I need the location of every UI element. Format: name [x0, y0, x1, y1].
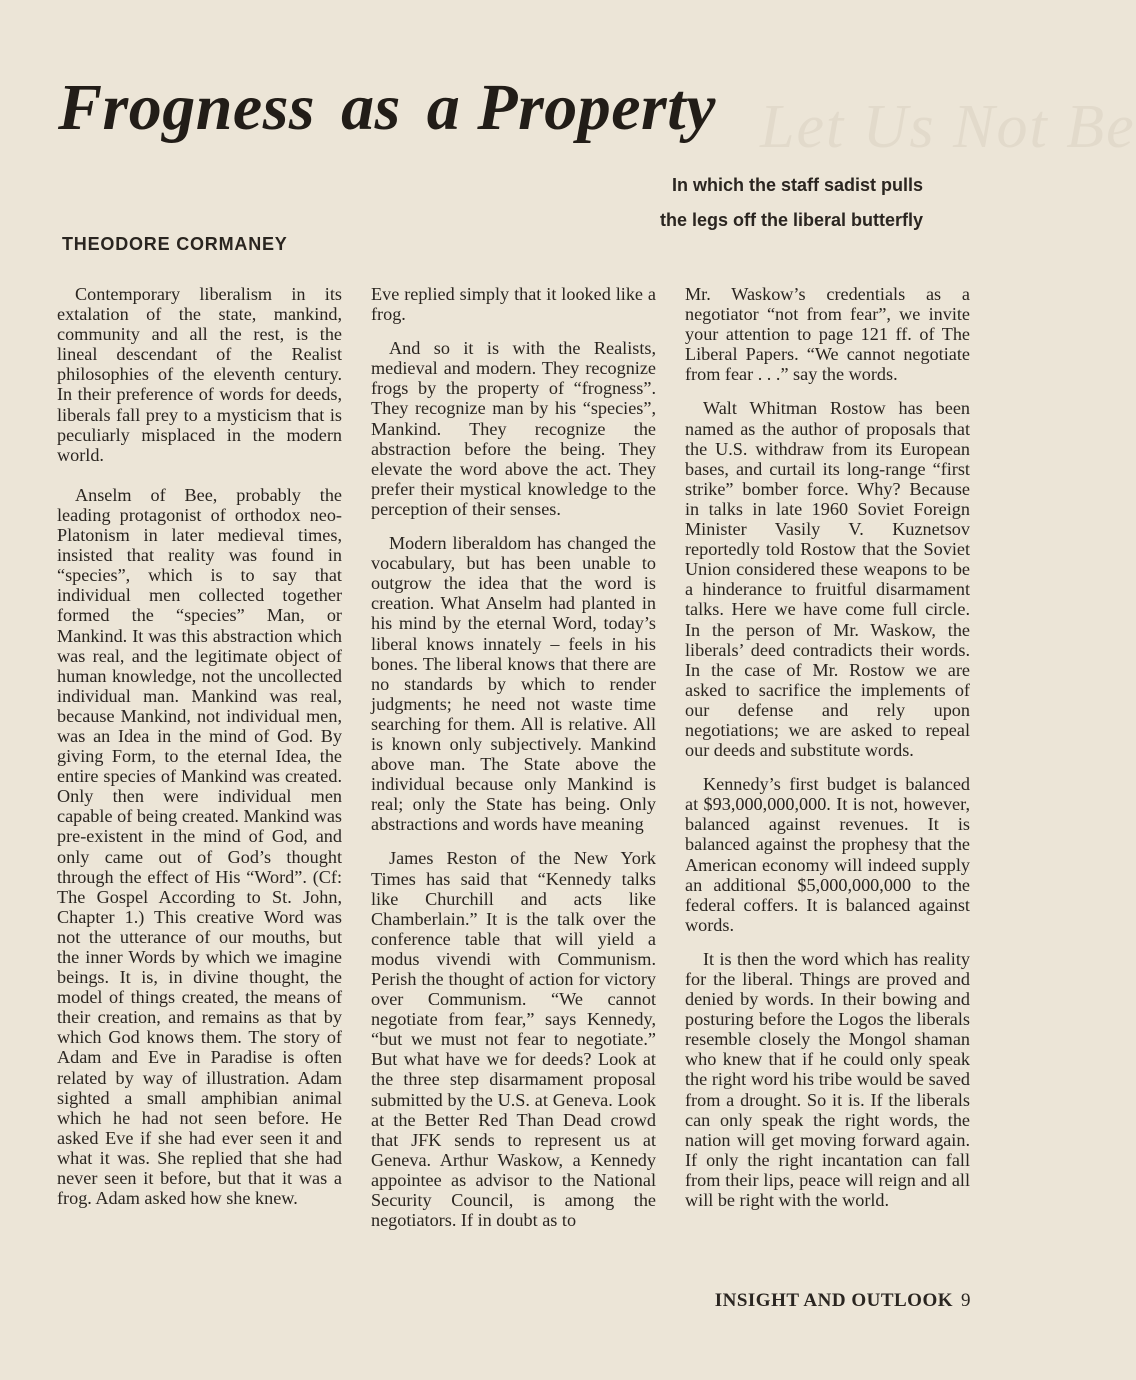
subtitle-line-2: the legs off the liberal butterfly: [659, 210, 923, 230]
paragraph: Mr. Waskow’s credentials as a negotiator “not from fear”, we invite your attention to page 121 ff. of The Liberal Papers. “We cannot negotiate from fear . . .” say the words.: [685, 284, 970, 385]
paragraph: Eve replied simply that it looked like a frog.: [371, 284, 656, 325]
subtitle-line-1: In which the staff sadist pulls: [671, 175, 923, 195]
page-footer: [715, 1290, 971, 1312]
paragraph: It is then the word which has reality for the liberal. Things are proved and denied by words. In their bowing and posturing before the Logos the liberals resemble closely the Mongol shaman who knew that if he could only speak the right word his tribe would be saved from a drought. So it is. If the liberals can only speak the right words, the nation will get moving forward again. If only the right incantation can fall from their lips, peace will reign and all will be right with the world.: [685, 948, 970, 1211]
article-subtitle: [563, 168, 923, 238]
title-word-1: Frogness: [58, 71, 316, 144]
title-word-3: a Property: [426, 71, 716, 144]
author-byline: THEODORE CORMANEY: [62, 234, 288, 254]
page-number: 9: [961, 1290, 971, 1311]
paragraph: James Reston of the New York Times has said that “Kennedy talks like Churchill and acts like Chamberlain.” It is the talk over the conference table that will yield a modus vivendi with Communism. Perish the thought of action for victory over Communism. “We cannot negotiate from fear,” says Kennedy, “but we must not fear to negotiate.” But what have we for deeds? Look at the three step disarmament proposal submitted by the U.S. at Geneva. Look at the Better Red Than Dead crowd that JFK sends to represent us at Geneva. Arthur Waskow, a Kennedy appointee as advisor to the National Security Council, is among the negotiators. If in doubt as to: [371, 848, 656, 1231]
article-title: [58, 70, 716, 146]
text-column-3: [685, 284, 970, 1224]
paragraph: Kennedy’s first budget is balanced at $93,000,000,000. It is not, however, balanced against revenues. It is balanced against the prophesy that the American economy will indeed supply an additional $5,000,000,000 to the federal coffers. It is balanced against words.: [685, 774, 970, 935]
title-word-2: as: [341, 71, 401, 144]
text-column-2: [371, 284, 656, 1244]
paragraph: Modern liberaldom has changed the vocabulary, but has been unable to outgrow the idea that the word is creation. What Anselm had planted in his mind by the eternal Word, today’s liberal knows innately – feels in his bones. The liberal knows that there are no standards by which to render judgments; he need not waste time searching for them. All is relative. All is known only subjectively. Mankind above man. The State above the individual because only Mankind is real; only the State has being. Only abstractions and words have meaning: [371, 533, 656, 835]
text-column-1: [57, 284, 342, 1222]
paragraph: Walt Whitman Rostow has been named as the author of proposals that the U.S. withdraw from its European bases, and curtail its long-range “first strike” bomber force. Why? Because in talks in late 1960 Soviet Foreign Minister Vasily V. Kuznetsov reportedly told Rostow that the Soviet Union considered these weapons to be a hinderance to fruitful disarmament talks. Here we have come full circle. In the person of Mr. Waskow, the liberals’ deed contradicts their words. In the case of Mr. Rostow we are asked to sacrifice the implements of our defense and rely upon negotiations; we are asked to repeal our deeds and substitute words.: [685, 398, 970, 761]
publication-name: INSIGHT AND OUTLOOK: [714, 1290, 953, 1311]
show-through-text: Let Us Not Be: [760, 93, 1136, 161]
paragraph: And so it is with the Realists, medieval and modern. They recognize frogs by the property of “frogness”. They recognize man by his “species”, Mankind. They recognize the abstraction before the being. They elevate the word above the act. They prefer their mystical knowledge to the perception of their senses.: [371, 338, 656, 519]
paragraph: Anselm of Bee, probably the leading protagonist of orthodox neo-Platonism in later medieval times, insisted that reality was found in “species”, which is to say that individual men collected together formed the “species” Man, or Mankind. It was this abstraction which was real, and the legitimate object of human knowledge, not the uncollected individual man. Mankind was real, because Mankind, not individual men, was an Idea in the mind of God. By giving Form, to the eternal Idea, the entire species of Mankind was created. Only then were individual men capable of being created. Mankind was pre-existent in the mind of God, and only came out of God’s thought through the effect of His “Word”. (Cf: The Gospel According to St. John, Chapter 1.) This creative Word was not the utterance of our mouths, but the inner Words by which we imagine beings. It is, in divine thought, the model of things created, the means of their creation, and remains as that by which God knows them. The story of Adam and Eve in Paradise is often related by way of illustration. Adam sighted a small amphibian animal which he had not seen before. He asked Eve if she had ever seen it and what it was. She replied that she had never seen it before, but that it was a frog. Adam asked how she knew.: [57, 484, 342, 1209]
paragraph: Contemporary liberalism in its extalation of the state, mankind, community and all the rest, is the lineal descendant of the Realist philosophies of the eleventh century. In their preference of words for deeds, liberals fall prey to a mysticism that is peculiarly misplaced in the modern world.: [57, 284, 342, 465]
